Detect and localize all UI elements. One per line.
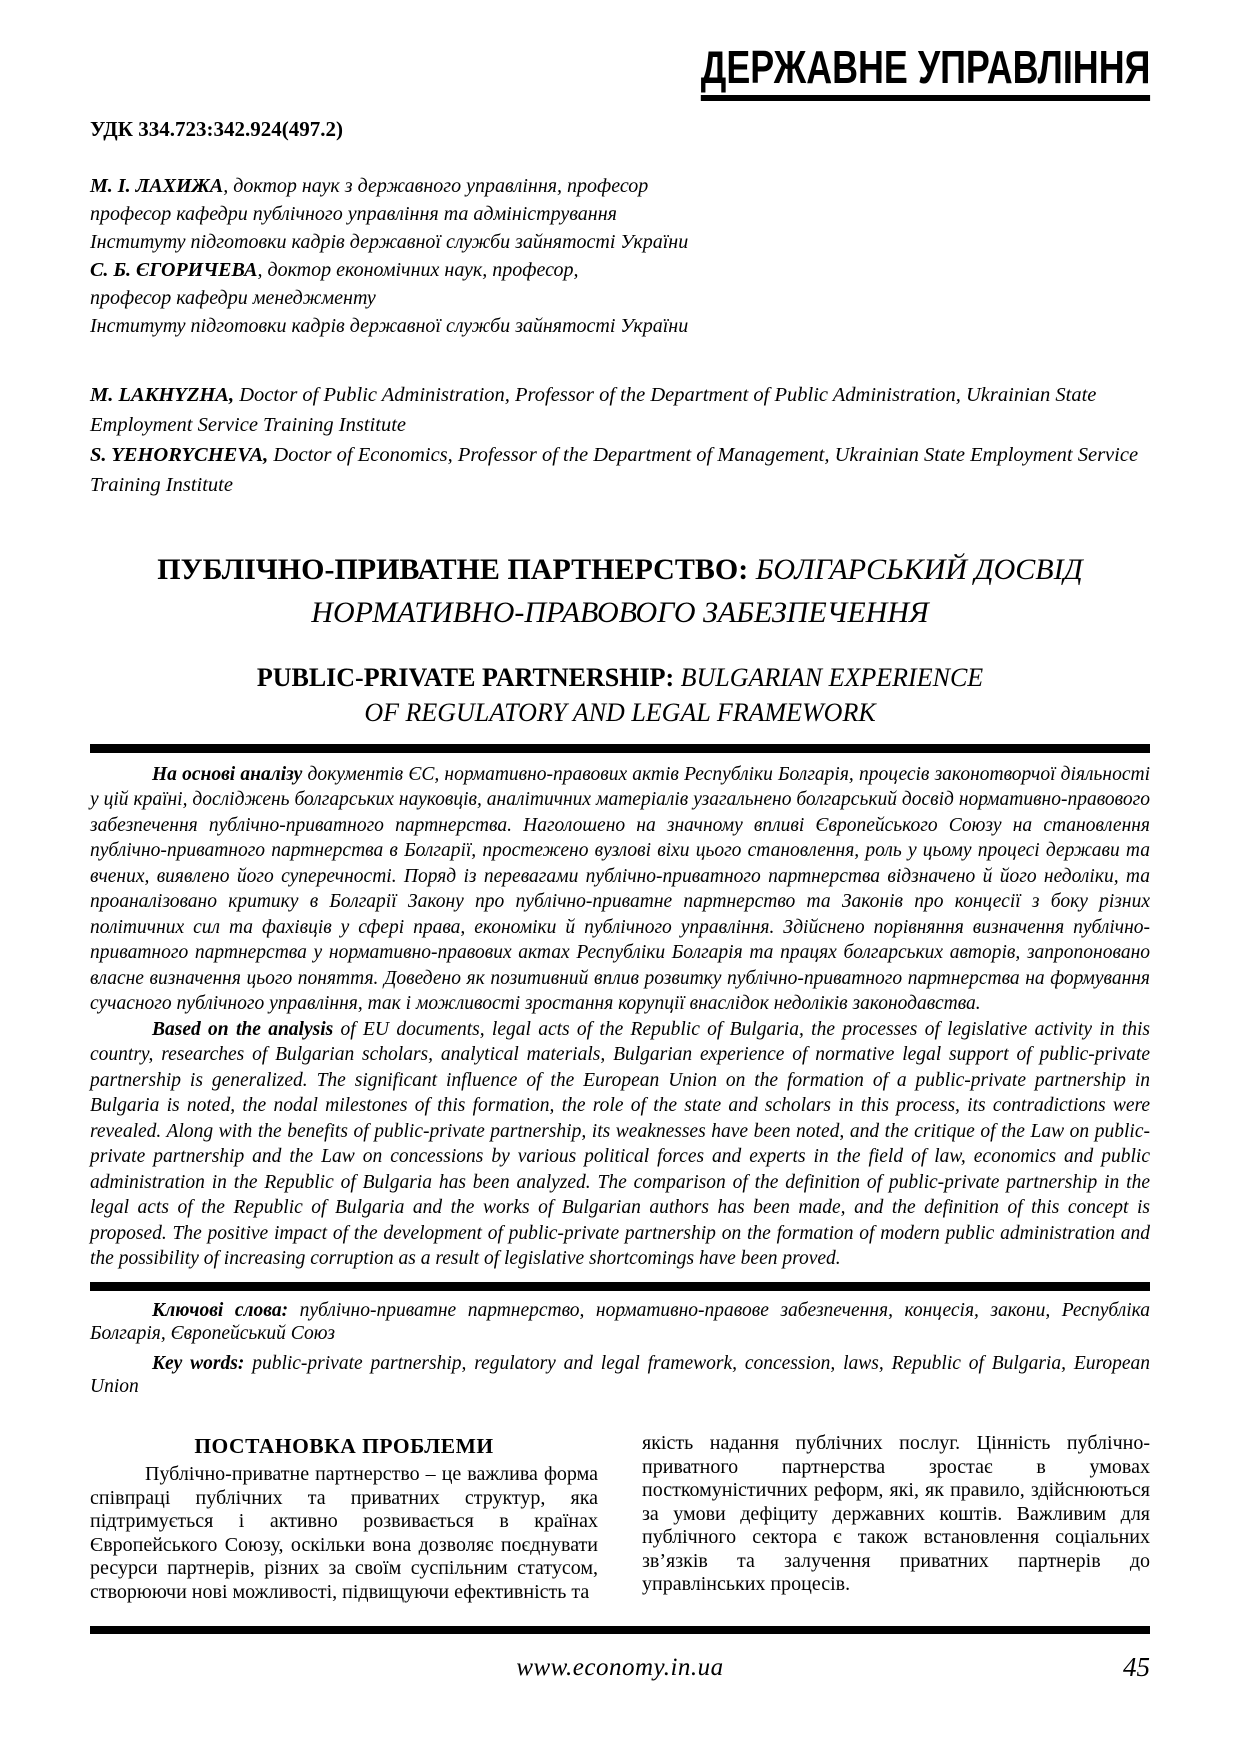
- keywords-ua-text: публічно-приватне партнерство, нормативно-правове забезпечення, концесія, закони, Республіка Болгарія, Європейський Союз: [90, 1299, 1150, 1344]
- abstract-en-lead: Based on the analysis: [152, 1018, 334, 1040]
- keywords-section: [90, 1299, 1150, 1398]
- authors-block-english: [90, 380, 1150, 500]
- keywords-english: [90, 1352, 1150, 1398]
- section-heading-problem-statement: ПОСТАНОВКА ПРОБЛЕМИ: [194, 1433, 494, 1458]
- article-title-ua-line-1: [90, 548, 1150, 591]
- abstract-en-text: of EU documents, legal acts of the Republic of Bulgaria, the processes of legislative activity in this country, researches of Bulgarian scholars, analytical materials, Bulgarian experience of normative legal support of public-private partnership is generalized. The significant influence of the European Union on the formation of a public-private partnership in Bulgaria is noted, the nodal milestones of this formation, the role of the state and scholars in this process, its contradictions were revealed. Along with the benefits of public-private partnership, its weaknesses have been noted, and the critique of the Law on public-private partnership and the Law on concessions by various political forces and experts in the field of law, economics and public administration in the Republic of Bulgaria has been analyzed. The comparison of the definition of public-private partnership in the legal acts of the Republic of Bulgaria and the works of Bulgarian authors has been made, and the definition of this concept is proposed. The positive impact of the development of public-private partnership on the formation of modern public administration and the possibility of increasing corruption as a result of legislative shortcomings have been proved.: [90, 1018, 1150, 1270]
- author-ua-1-line: [90, 172, 1150, 200]
- keywords-en-label: Key words:: [152, 1352, 245, 1374]
- body-column-left: [90, 1432, 598, 1605]
- abstract-ua-lead: На основі аналізу: [152, 763, 303, 785]
- title-en-italic-part: BULGARIAN EXPERIENCE: [674, 662, 984, 692]
- author-ua-2-line: [90, 256, 1150, 284]
- udc-code: УДК 334.723:342.924(497.2): [90, 116, 343, 141]
- author-en-1-line: [90, 380, 1150, 440]
- author-ua-2-affiliation-1: професор кафедри менеджменту: [90, 286, 376, 309]
- article-body-columns: [90, 1432, 1150, 1605]
- keywords-ua-label: Ключові слова:: [152, 1299, 289, 1321]
- horizontal-rule-top: [90, 744, 1150, 753]
- journal-website-url: www.economy.in.ua: [516, 1654, 724, 1682]
- page-number: 45: [1123, 1652, 1150, 1683]
- title-ua-italic-part: БОЛГАРСЬКИЙ ДОСВІД: [748, 552, 1083, 586]
- body-column-right: [642, 1432, 1150, 1605]
- author-en-1-role: Doctor of Public Administration, Professor of the Department of Public Administration, Ukrainian State Employment Service Training Institute: [90, 383, 1097, 436]
- title-en-bold-part: PUBLIC-PRIVATE PARTNERSHIP:: [256, 662, 675, 692]
- author-en-2-name: S. YEHORYCHEVA,: [90, 443, 269, 466]
- author-en-2-line: [90, 440, 1150, 500]
- author-ua-1-affiliation-1: професор кафедри публічного управління та адміністрування: [90, 202, 617, 225]
- keywords-ukrainian: [90, 1299, 1150, 1345]
- article-title-english: [90, 660, 1150, 730]
- page-footer: [90, 1654, 1150, 1682]
- keywords-en-text: public-private partnership, regulatory and legal framework, concession, laws, Republic of Bulgaria, European Union: [90, 1352, 1150, 1397]
- author-ua-2-role: , доктор економічних наук, професор,: [257, 258, 579, 281]
- abstract-ua-text: документів ЄС, нормативно-правових актів Республіки Болгарія, процесів законотворчої діяльності у цій країні, досліджень болгарських науковців, аналітичних матеріалів узагальнено болгарський досвід нормативно-правового забезпечення публічно-приватного партнерства. Наголошено на значному впливі Європейського Союзу на становлення публічно-приватного партнерства в Болгарії, простежено вузлові віхи цього становлення, роль у цьому процесі держави та вчених, виявлено його суперечності. Поряд із перевагами публічно-приватного партнерства відзначено й його недоліки, та проаналізовано критику в Болгарії Закону про публічно-приватне партнерство та Законів про концесії з боку різних політичних сил та фахівців у сфері права, економіки й публічного управління. Здійснено порівняння визначення публічно-приватного партнерства у нормативно-правових актах Республіки Болгарія та працях болгарських авторів, запропоновано власне визначення цього поняття. Доведено як позитивний вплив розвитку публічно-приватного партнерства на формування сучасного публічного управління, так і можливості зростання корупції внаслідок недоліків законодавства.: [90, 763, 1150, 1015]
- author-ua-1-role: , доктор наук з державного управління, професор: [223, 174, 649, 197]
- abstract-ukrainian: [90, 762, 1150, 1017]
- abstracts-section: [90, 762, 1150, 1272]
- article-title-en-line-1: [90, 660, 1150, 695]
- author-en-2-role: Doctor of Economics, Professor of the Department of Management, Ukrainian State Employment Service Training Institute: [90, 443, 1139, 496]
- author-ua-1-name: М. І. ЛАХИЖА: [90, 174, 224, 197]
- abstract-english: [90, 1017, 1150, 1272]
- body-paragraph-right: якість надання публічних послуг. Цінність публічно-приватного партнерства зростає в умовах посткомуністичних реформ, які, як правило, здійснюються за умови дефіциту державних коштів. Важливим для публічного сектора є також встановлення соціальних зв’язків та залучення приватних партнерів до управлінських процесів.: [642, 1431, 1150, 1596]
- authors-block-ukrainian: [90, 172, 1150, 340]
- author-ua-1-affiliation-2: Інституту підготовки кадрів державної служби зайнятості України: [90, 230, 689, 253]
- article-title-ukrainian: [90, 548, 1150, 634]
- title-ua-bold-part: ПУБЛІЧНО-ПРИВАТНЕ ПАРТНЕРСТВО:: [157, 552, 749, 586]
- author-ua-2-affiliation-2: Інституту підготовки кадрів державної служби зайнятості України: [90, 314, 689, 337]
- article-title-ua-line-2: НОРМАТИВНО-ПРАВОВОГО ЗАБЕЗПЕЧЕННЯ: [311, 595, 929, 629]
- journal-section-title: ДЕРЖАВНЕ УПРАВЛІННЯ: [700, 44, 1150, 101]
- body-paragraph-left: Публічно-приватне партнерство – це важлива форма співпраці публічних та приватних структур, яка підтримується і активно розвивається в країнах Європейського Союзу, оскільки вона дозволяє поєднувати ресурси партнерів, різних за своїм суспільним статусом, створюючи нові можливості, підвищуючи ефективність та: [90, 1462, 598, 1603]
- journal-header: [90, 41, 1150, 101]
- horizontal-rule-footer: [90, 1626, 1150, 1634]
- article-title-en-line-2: OF REGULATORY AND LEGAL FRAMEWORK: [364, 697, 876, 727]
- horizontal-rule-middle: [90, 1282, 1150, 1291]
- author-ua-2-name: С. Б. ЄГОРИЧЕВА: [90, 258, 258, 281]
- author-en-1-name: M. LAKHYZHA,: [90, 383, 235, 406]
